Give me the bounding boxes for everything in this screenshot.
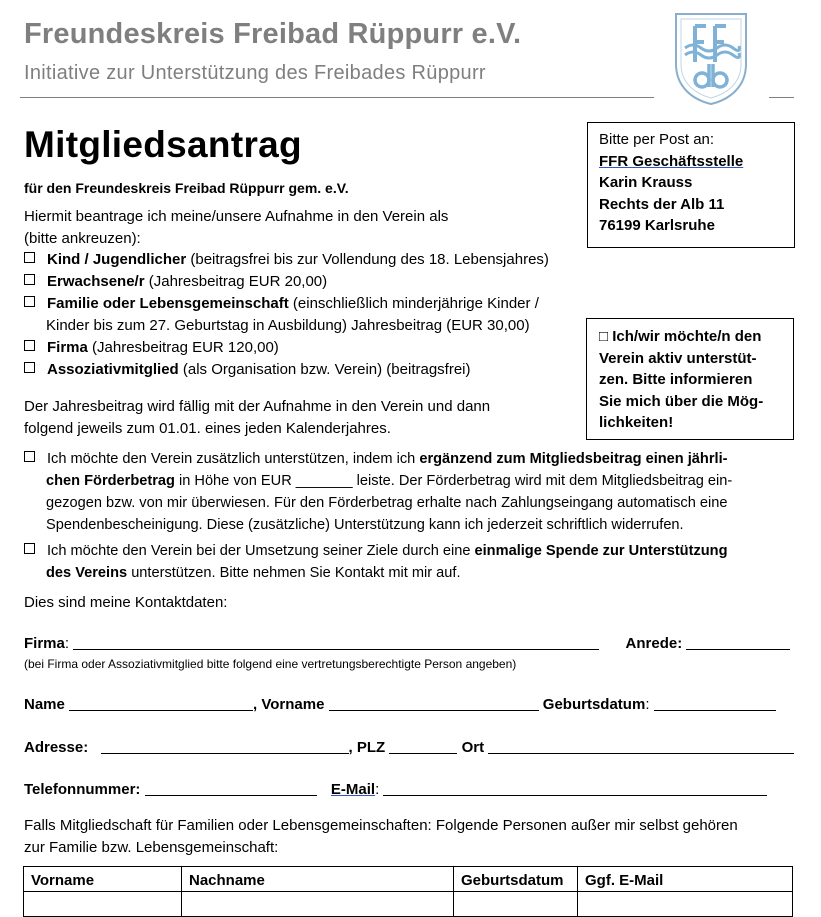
checkbox[interactable] (24, 252, 35, 263)
table-header-vorname: Vorname (24, 867, 182, 892)
option-kind-jugendlicher[interactable]: Kind / Jugendlicher (beitragsfrei bis zur Vollendung des 18. Lebensjahres) (24, 249, 549, 271)
intro-line: Hiermit beantrage ich meine/unsere Aufnahme in den Verein als (24, 208, 449, 225)
table-cell[interactable] (454, 892, 578, 917)
option-firma[interactable]: Firma (Jahresbeitrag EUR 120,00) (24, 337, 549, 359)
name-field[interactable] (69, 696, 253, 711)
email-field[interactable] (383, 781, 767, 796)
telefon-field[interactable] (145, 781, 317, 796)
family-line: Falls Mitgliedschaft für Familien oder Lebensgemeinschaften: Folgende Personen außer mir selbst gehören (24, 817, 738, 834)
option-erwachsene[interactable]: Erwachsene/r (Jahresbeitrag EUR 20,00) (24, 271, 549, 293)
table-header-nachname: Nachname (182, 867, 454, 892)
checkbox[interactable] (24, 543, 35, 554)
header-divider-right (769, 97, 794, 98)
page-title: Mitgliedsantrag (24, 124, 302, 165)
telefon-label: Telefonnummer: (24, 781, 141, 798)
firma-row: Firma: Anrede: (24, 635, 790, 652)
anrede-label: Anrede: (625, 635, 683, 652)
checkbox[interactable] (24, 296, 35, 307)
active-box-line: □ Ich/wir möchte/n den (599, 328, 762, 345)
support-line: gezogen bzw. von mir überwiesen. Für den Förderbetrag erhalte nach Zahlungseingang automatisch eine (46, 495, 728, 511)
family-members-table (23, 866, 793, 917)
address-city: 76199 Karlsruhe (599, 217, 715, 234)
active-support-box[interactable] (586, 318, 794, 440)
name-row: Name , Vorname Geburtsdatum: (24, 696, 776, 713)
anrede-field[interactable] (686, 635, 790, 650)
organization-subtitle: Initiative zur Unterstützung des Freibades Rüppurr (24, 62, 486, 84)
geburtsdatum-field[interactable] (654, 696, 776, 711)
active-box-line: zen. Bitte informieren (599, 371, 753, 388)
firma-note: (bei Firma oder Assoziativmitglied bitte folgend eine vertretungsberechtigte Person angeben) (24, 657, 517, 671)
family-line: zur Familie bzw. Lebensgemeinschaft: (24, 839, 279, 856)
contact-heading: Dies sind meine Kontaktdaten: (24, 594, 228, 611)
plz-label: , PLZ (348, 739, 386, 756)
fee-text (24, 396, 490, 440)
organization-name: Freundeskreis Freibad Rüppurr e.V. (24, 18, 522, 50)
geburtsdatum-label: Geburtsdatum (542, 696, 646, 713)
adresse-label: Adresse: (24, 739, 89, 756)
support-option: Ich möchte den Verein zusätzlich unterstützen, indem ich ergänzend zum Mitgliedsbeitrag einen jährli- chen Förderbetrag in Höhe von EUR _______ leiste. Der Förderbetrag wird mit dem Mitgliedsbeitrag ein- gezogen bzw. von mir überwiesen. Für den Förderbetrag erhalte nach Zahlungseingang automatisch eine Spendenbescheinigung. Diese (zusätzliche) Unterstützung kann ich jederzeit schriftlich widerrufen. (24, 448, 732, 536)
table-row[interactable] (24, 892, 793, 917)
table-header-email: Ggf. E-Mail (578, 867, 793, 892)
address-contact-name: Karin Krauss (599, 174, 693, 191)
checkbox[interactable] (24, 274, 35, 285)
table-header-row (24, 867, 793, 892)
family-text (24, 815, 738, 859)
header-divider-left (20, 97, 654, 98)
option-familie-continued: Kinder bis zum 27. Geburtstag in Ausbildung) Jahresbeitrag (EUR 30,00) (46, 317, 530, 334)
name-label: Name (24, 696, 65, 713)
fee-line: Der Jahresbeitrag wird fällig mit der Aufnahme in den Verein und dann (24, 398, 491, 415)
table-header-geburtsdatum: Geburtsdatum (454, 867, 578, 892)
address-office-link[interactable]: FFR Geschäftsstelle (599, 152, 744, 170)
intro-text (24, 206, 448, 250)
option-familie[interactable]: Familie oder Lebensgemeinschaft (einschließlich minderjährige Kinder / (24, 293, 549, 315)
option-assoziativmitglied[interactable]: Assoziativmitglied (als Organisation bzw. Verein) (beitragsfrei) (24, 359, 549, 381)
firma-label: Firma (24, 635, 65, 652)
support-line: Spendenbescheinigung. Diese (zusätzliche) Unterstützung kann ich jederzeit schriftlich widerrufen. (46, 517, 684, 533)
adresse-field[interactable] (101, 739, 349, 754)
ort-label: Ort (461, 739, 485, 756)
vorname-field[interactable] (329, 696, 539, 711)
postal-address-box (587, 122, 795, 248)
vorname-label: , Vorname (253, 696, 325, 713)
plz-field[interactable] (389, 739, 457, 754)
email-label: E-Mail (330, 781, 376, 798)
active-box-line: Verein aktiv unterstüt- (599, 349, 757, 367)
table-cell[interactable] (578, 892, 793, 917)
firma-field[interactable] (73, 635, 599, 650)
ort-field[interactable] (488, 739, 794, 754)
ffr-crest-icon (673, 12, 749, 110)
checkbox[interactable] (24, 451, 35, 462)
address-intro: Bitte per Post an: (599, 131, 715, 148)
phone-email-row: Telefonnummer: E-Mail: (24, 781, 767, 798)
active-box-line: Sie mich über die Mög- (599, 392, 764, 410)
address-row (24, 739, 794, 756)
membership-options (24, 249, 549, 381)
table-cell[interactable] (24, 892, 182, 917)
page-subtitle: für den Freundeskreis Freibad Rüppurr gem. e.V. (24, 180, 349, 196)
table-cell[interactable] (182, 892, 454, 917)
address-street: Rechts der Alb 11 (599, 195, 725, 213)
donation-option: Ich möchte den Verein bei der Umsetzung seiner Ziele durch eine einmalige Spende zur Unterstützung des Vereins unterstützen. Bitte nehmen Sie Kontakt mit mir auf. (24, 540, 728, 584)
intro-line: (bitte ankreuzen): (24, 230, 141, 247)
active-box-line: lichkeiten! (599, 414, 674, 431)
checkbox[interactable] (24, 340, 35, 351)
checkbox[interactable] (24, 362, 35, 373)
fee-line: folgend jeweils zum 01.01. eines jeden Kalenderjahres. (24, 420, 391, 437)
